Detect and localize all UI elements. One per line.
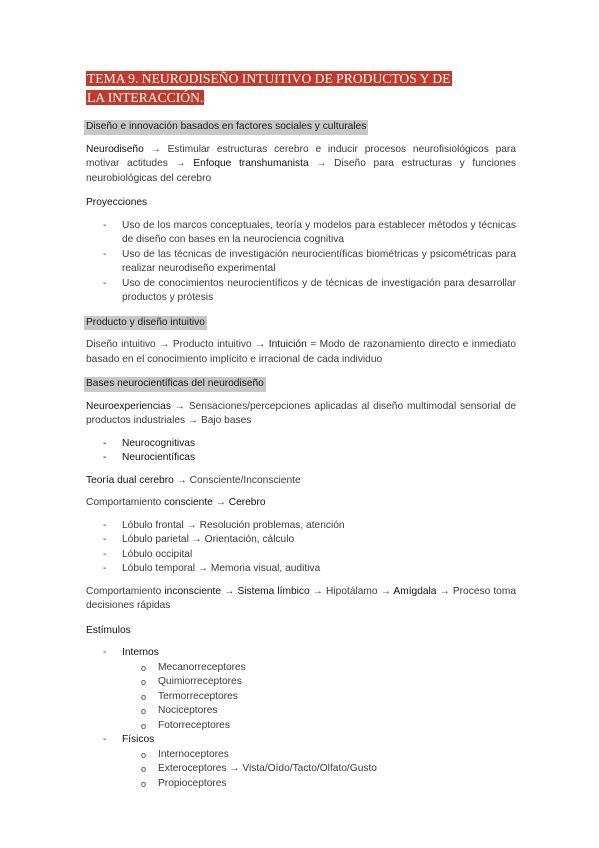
- list-item: o Quimiorreceptores: [122, 675, 516, 690]
- arrow-text: →: [212, 497, 229, 508]
- term-neuroexperiencias: Neuroexperiencias: [86, 400, 171, 412]
- term-transhumanista: Enfoque transhumanista: [193, 158, 309, 169]
- term-cerebro: Cerebro: [228, 497, 266, 508]
- term-intuicion: Intuición: [268, 339, 307, 350]
- term-teoria-dual: Teoría dual cerebro: [86, 474, 174, 486]
- term-neurodiseno: Neurodiseño: [86, 143, 144, 155]
- list-item: o Propioceptores: [122, 777, 516, 792]
- text-comportamiento: Comportamiento: [86, 497, 165, 508]
- text-intuicion: = Modo de razonamiento directo e inmediato basado en el conocimiento implícito e irracional de cada individuo: [86, 339, 516, 365]
- arrow-text: →: [221, 585, 238, 597]
- estimulos-list: [86, 646, 516, 791]
- list-item: o Nociceptores: [122, 704, 516, 719]
- heading-estimulos: Estímulos: [86, 624, 131, 636]
- internos-label: Internos: [122, 647, 159, 658]
- text-teoria-dual: → Consciente/Inconsciente: [173, 474, 301, 486]
- title-block: [86, 70, 466, 107]
- text-decisiones: → Proceso toma decisiones rápidas: [86, 585, 516, 611]
- proyecciones-list: [86, 219, 516, 306]
- page-title: TEMA 9. NEURODISEÑO INTUITIVO DE PRODUCTOS Y DE LA INTERACCIÓN.: [87, 71, 451, 105]
- list-item: - Neurocognitivas: [86, 437, 516, 452]
- text-hipotalamo: → Hipotálamo →: [309, 585, 394, 597]
- list-item: o Mecanorreceptores: [122, 661, 516, 676]
- term-amigdala: Amígdala: [393, 585, 437, 597]
- paragraph-neurodiseno: [86, 143, 516, 187]
- term-sistema-limbico: Sistema límbico: [237, 585, 310, 597]
- heading-proyecciones: Proyecciones: [86, 197, 148, 208]
- list-item: o Internoceptores: [122, 748, 516, 763]
- list-item: o Fotorreceptores: [122, 719, 516, 734]
- bases-list: [86, 437, 516, 466]
- list-item: - Neurocientíficas: [86, 451, 516, 466]
- list-item: - Uso de los marcos conceptuales, teoría y modelos para establecer métodos y técnicas de diseño con bases en la neurociencia cognitiva: [86, 219, 516, 248]
- section-heading-producto: [86, 316, 516, 331]
- term-inconsciente: inconsciente: [164, 585, 222, 597]
- internos-list: [122, 661, 516, 734]
- list-item: - Lóbulo temporal → Memoria visual, auditiva: [86, 562, 516, 577]
- list-item: o Termorreceptores: [122, 690, 516, 705]
- text-neurodiseno: → Estimular estructuras cerebro e inducir procesos neurofisiológicos para motivar actitudes →: [86, 143, 516, 169]
- document-body: [86, 70, 516, 791]
- text-transhumanista: → Diseño para estructuras y funciones neurobiológicas del cerebro: [86, 158, 517, 184]
- section-heading-diseno: [86, 120, 516, 135]
- paragraph-intuitivo: [86, 338, 516, 367]
- list-item: - Lóbulo frontal → Resolución problemas, atención: [86, 519, 516, 534]
- list-item: - Uso de conocimientos neurocientíficos y de técnicas de investigación para desarrollar productos y prótesis: [86, 277, 516, 306]
- paragraph-consciente: [86, 496, 516, 511]
- list-item: o Exteroceptores → Vista/Oído/Tacto/Olfato/Gusto: [122, 762, 516, 777]
- list-item-internos: [86, 646, 516, 733]
- text-diseno-intuitivo: Diseño intuitivo → Producto intuitivo →: [86, 339, 269, 350]
- heading-producto-label: Producto y diseño intuitivo: [84, 316, 207, 331]
- list-item: - Uso de las técnicas de investigación neurocientíficas biométricas y psicométricas para realizar neurodiseño experimental: [86, 248, 516, 277]
- heading-diseno-label: Diseño e innovación basados en factores sociales y culturales: [84, 120, 368, 135]
- text-neuroexperiencias: → Sensaciones/percepciones aplicadas al diseño multimodal sensorial de productos industriales → Bajo bases: [86, 400, 516, 426]
- list-item-fisicos: [86, 733, 516, 791]
- section-heading-bases: [86, 377, 516, 392]
- lobulos-list: [86, 519, 516, 577]
- paragraph-teoria-dual: [86, 474, 516, 489]
- fisicos-list: [122, 748, 516, 792]
- text-comportamiento: Comportamiento: [86, 585, 165, 597]
- list-item: - Lóbulo occipital: [86, 548, 516, 563]
- list-item: - Lóbulo parietal → Orientación, cálculo: [86, 533, 516, 548]
- paragraph-neuroexperiencias: [86, 400, 516, 429]
- heading-bases-label: Bases neurocientíficas del neurodiseño: [84, 377, 266, 392]
- fisicos-label: Físicos: [122, 734, 155, 745]
- term-consciente: consciente: [164, 497, 213, 508]
- paragraph-inconsciente: [86, 585, 516, 614]
